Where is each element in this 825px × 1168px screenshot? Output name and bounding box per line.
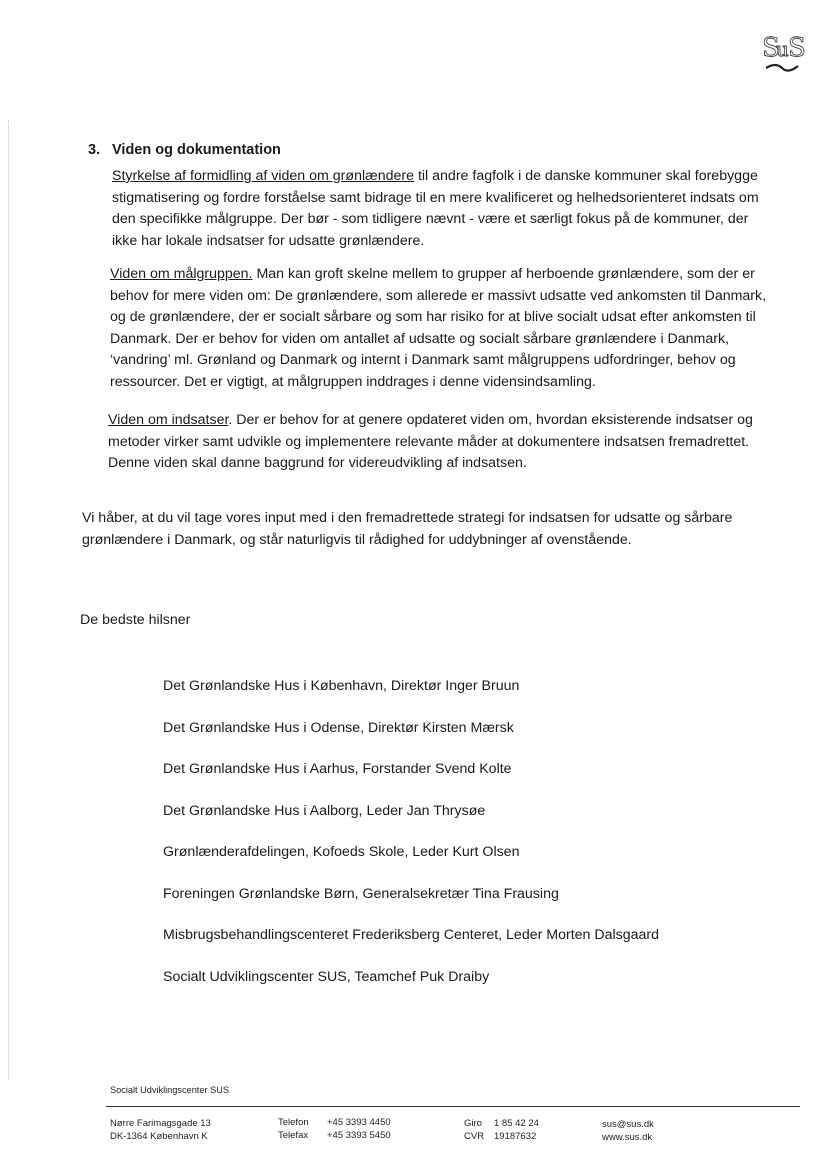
svg-text:u: u — [776, 37, 789, 61]
footer-email-link[interactable]: sus@sus.dk — [602, 1119, 654, 1130]
footer-contact — [602, 1118, 722, 1144]
signatory-item: Foreningen Grønlandske Børn, Generalsekretær Tina Frausing — [163, 885, 559, 902]
paragraph-body: Man kan groft skelne mellem to grupper af herboende grønlændere, som der er behov for mere viden om: De grønlændere, som allerede er massivt udsatte ved ankomsten til Danmark, og de grønlændere, der er socialt sårbare og som har risiko for at blive socialt udsat efter ankomsten til Danmark. Der er behov for viden om antallet af udsatte og socialt sårbare grønlændere i Danmark, ‘vandring’ ml. Grønland og Danmark og internt i Danmark samt målgruppens udfordringer, behov og ressourcer. Det er vigtigt, at målgruppen inddrages i denne vidensindsamling. — [110, 266, 767, 390]
footer-phone-values — [327, 1116, 417, 1142]
signatory-item: Det Grønlandske Hus i København, Direktør Inger Bruun — [163, 678, 520, 694]
footer-divider — [106, 1106, 800, 1107]
section-title: Viden og dokumentation — [112, 142, 281, 158]
sus-logo-icon — [756, 22, 806, 78]
svg-text:S: S — [762, 33, 778, 63]
paragraph-body: Vi håber, at du vil tage vores input med i den fremadrettede strategi for indsatsen for udsatte og sårbare grønlændere i Danmark, og står naturligvis til rådighed for uddybninger af ovenstående. — [82, 510, 733, 548]
closing-greeting: De bedste hilsner — [80, 612, 191, 628]
footer-fax-label: Telefax — [278, 1130, 309, 1141]
signatory-item: Grønlænderafdelingen, Kofoeds Skole, Leder Kurt Olsen — [163, 844, 520, 860]
section-number: 3. — [88, 142, 101, 158]
footer-giro-value: 1 85 42 24 — [494, 1118, 539, 1129]
footer-phone-value: +45 3393 4450 — [327, 1117, 391, 1128]
footer-address-street: Nørre Farimagsgade 13 — [110, 1118, 211, 1129]
svg-text:S: S — [788, 33, 806, 63]
footer-fax-value: +45 3393 5450 — [327, 1130, 391, 1141]
footer-phone-label: Telefon — [278, 1117, 309, 1128]
footer-bank-labels — [464, 1117, 490, 1143]
paragraph-indsatser — [108, 410, 772, 475]
paragraph-closing-request — [82, 508, 772, 551]
signatory-item: Det Grønlandske Hus i Aarhus, Forstander Svend Kolte — [163, 761, 512, 777]
signatory-list — [163, 676, 659, 1008]
footer-cvr-value: 19187632 — [494, 1131, 537, 1142]
paragraph-body: til andre fagfolk i de danske kommuner skal forebygge stigmatisering og fordre forståelse samt bidrage til en mere kvalificeret og helhedsorienteret indsats om den specifikke målgruppe. Der bør - som tidligere nævnt - være et særligt fokus på de kommuner, der ikke har lokale indsatser for udsatte grønlændere. — [112, 168, 759, 249]
paragraph-body: . Der er behov for at genere opdateret viden om, hvordan eksisterende indsatser og metoder virker samt udvikle og implementere relevante måder at dokumentere indsatsen fremadrettet. Denne viden skal danne baggrund for videreudvikling af indsatsen. — [108, 412, 753, 471]
footer-cvr-label: CVR — [464, 1131, 485, 1142]
footer-phone-labels — [278, 1116, 322, 1142]
signatory-item: Misbrugsbehandlingscenteret Frederiksberg Centeret, Leder Morten Dalsgaard — [163, 927, 660, 943]
paragraph-formidling — [112, 166, 772, 252]
footer-website-link[interactable]: www.sus.dk — [602, 1132, 653, 1143]
footer-bank-values — [494, 1117, 574, 1143]
paragraph-lead: Styrkelse af formidling af viden om grønlændere — [112, 168, 415, 184]
footer-address-city: DK-1364 København K — [110, 1131, 208, 1142]
paragraph-lead: Viden om målgruppen. — [110, 266, 253, 282]
section-heading — [88, 142, 281, 158]
paragraph-lead: Viden om indsatser — [108, 412, 229, 428]
signatory-item: Det Grønlandske Hus i Odense, Direktør Kirsten Mærsk — [163, 719, 514, 736]
signatory-item: Det Grønlandske Hus i Aalborg, Leder Jan Thrysøe — [163, 802, 486, 819]
footer-organization: Socialt Udviklingscenter SUS — [110, 1085, 229, 1095]
footer-giro-label: Giro — [464, 1118, 482, 1129]
footer-address — [110, 1117, 260, 1143]
paragraph-maalgruppen — [110, 264, 772, 393]
scan-edge-mark — [8, 120, 10, 1080]
signatory-item: Socialt Udviklingscenter SUS, Teamchef Puk Draiby — [163, 968, 490, 985]
